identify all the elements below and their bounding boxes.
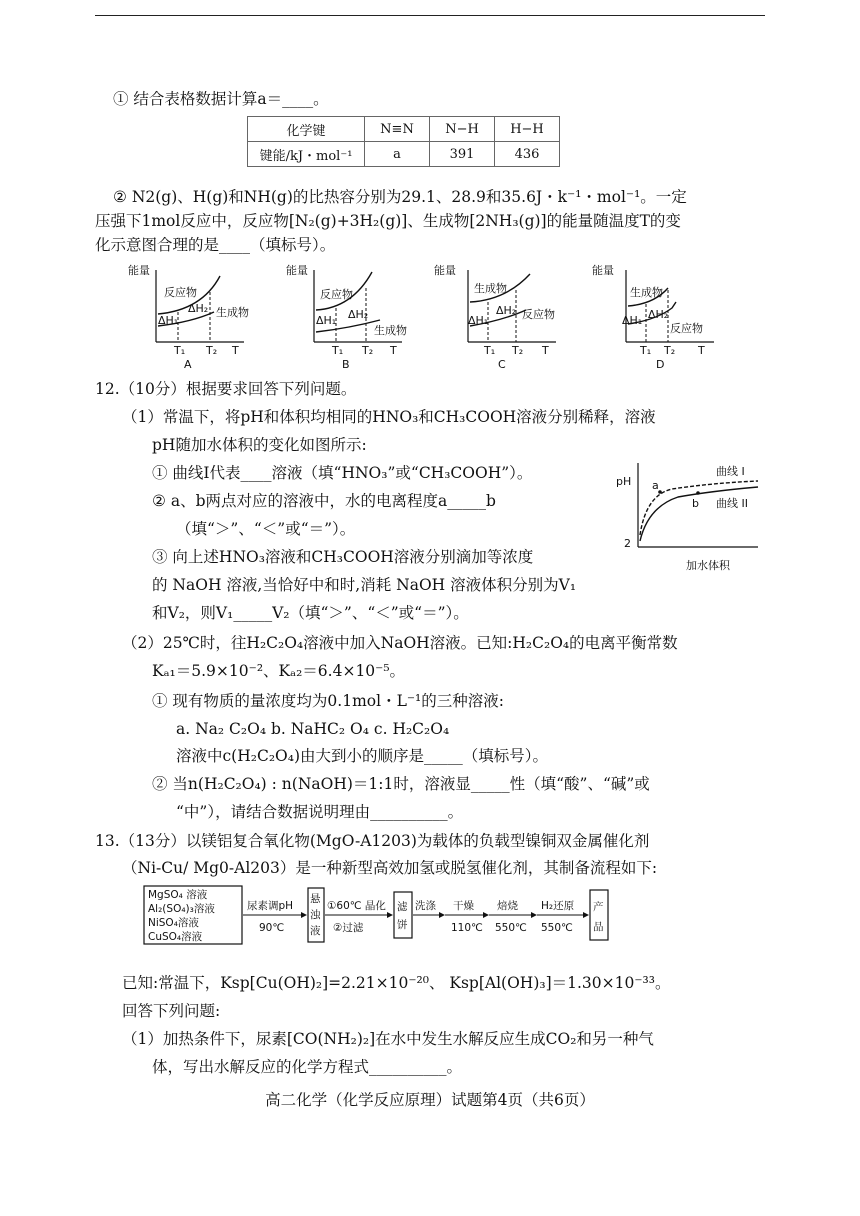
table-header-cell: H−H	[495, 117, 560, 142]
diagram-bottom-label: 生成物	[216, 306, 249, 319]
curve-2-line	[640, 487, 758, 541]
q13-s1-line2: 体，写出水解反应的化学方程式__________。	[152, 1058, 463, 1076]
q12-s1-part-b1: ② a、b两点对应的溶液中，水的电离程度a_____b	[152, 492, 496, 510]
chart-ytick: 2	[624, 537, 631, 550]
axis-y-label: 能量	[286, 264, 308, 277]
flow-step-label: 90℃	[259, 922, 285, 934]
dh1-label: ΔH₁	[316, 314, 337, 327]
q12-s1-line2: pH随加水体积的变化如图所示:	[152, 436, 367, 454]
table-cell: 键能/kJ・mol⁻¹	[248, 142, 365, 167]
t2-label: T₂	[664, 344, 676, 357]
q12-s2-part-b2: “中”），请结合数据说明理由__________。	[176, 803, 464, 821]
energy-diagram-a	[122, 262, 262, 374]
table-header-cell: N−H	[430, 117, 495, 142]
point-b-label: b	[692, 497, 699, 510]
flow-step-label: ②过滤	[333, 922, 364, 934]
t1-label: T₁	[640, 344, 652, 357]
dh2-label: ΔH₂	[348, 308, 369, 321]
table-header-cell: 化学键	[248, 117, 365, 142]
q12-s2-options: a. Na₂ C₂O₄ b. NaHC₂ O₄ c. H₂C₂O₄	[176, 720, 450, 738]
flow-box-text: 悬	[310, 893, 321, 905]
q13-heading-line2: （Ni-Cu/ Mg0-Al203）是一种新型高效加氢或脱氢催化剂，其制备流程如下:	[122, 859, 658, 877]
flow-box-text: 产	[593, 901, 604, 913]
axis-y-label: 能量	[592, 264, 614, 277]
axis-x-label: T	[698, 344, 705, 357]
dh2-label: ΔH₂	[496, 304, 517, 317]
dh2-label: ΔH₂	[648, 308, 669, 321]
q12-s1-line1: （1）常温下，将pH和体积均相同的HNO₃和CH₃COOH溶液分别稀释，溶液	[122, 408, 656, 426]
axis-y-label: 能量	[128, 264, 150, 277]
diagram-top-label: 生成物	[630, 286, 663, 299]
axis-x-label: T	[232, 344, 239, 357]
q12-s2-part-a2: 溶液中c(H₂C₂O₄)由大到小的顺序是_____（填标号）。	[176, 747, 549, 765]
curve-2-label: 曲线 II	[716, 497, 748, 510]
q12-s1-part-a: ① 曲线I代表____溶液（填“HNO₃”或“CH₃COOH”）。	[152, 464, 533, 482]
axis-x-label: T	[542, 344, 549, 357]
diagram-top-label: 反应物	[320, 288, 353, 301]
page-footer: 高二化学（化学反应原理）试题第4页（共6页）	[265, 1091, 595, 1109]
t1-label: T₁	[174, 344, 186, 357]
t2-label: T₂	[362, 344, 374, 357]
flow-step-label: 550℃	[541, 922, 573, 934]
flow-box-text: 浊	[310, 909, 321, 921]
diagram-bottom-label: 反应物	[670, 322, 703, 335]
diagram-top-label: 生成物	[474, 282, 507, 295]
flow-step-label: 洗涤	[415, 900, 436, 912]
t2-label: T₂	[206, 344, 218, 357]
q11-part1: ① 结合表格数据计算a＝____。	[113, 90, 329, 108]
diagram-label: B	[342, 358, 350, 371]
q13-heading-line1: 13.（13分）以镁铝复合氧化物(MgO-A1203)为载体的负载型镍铜双金属催化剂	[95, 832, 650, 850]
header-rule	[95, 15, 765, 16]
flow-step-label: 干燥	[453, 900, 474, 912]
table-cell: 436	[495, 142, 560, 167]
dh1-label: ΔH₁	[158, 314, 179, 327]
energy-diagram-d	[592, 262, 732, 374]
dh2-label: ΔH₂	[188, 302, 209, 315]
q12-s1-part-c2: 的 NaOH 溶液,当恰好中和时,消耗 NaOH 溶液体积分别为V₁	[152, 576, 577, 594]
chart-xlabel: 加水体积	[686, 559, 730, 572]
diagram-label: D	[656, 358, 665, 371]
table-header-cell: N≡N	[365, 117, 430, 142]
q13-answer-intro: 回答下列问题:	[122, 1002, 221, 1020]
q12-s1-part-c1: ③ 向上述HNO₃溶液和CH₃COOH溶液分别滴加等浓度	[152, 548, 534, 566]
flow-step-label: H₂还原	[541, 900, 575, 912]
q11-part2-line3: 化示意图合理的是____（填标号）。	[95, 236, 336, 254]
flow-input: NiSO₄溶液	[148, 917, 199, 929]
flow-box-text: 饼	[397, 919, 408, 931]
flow-input: MgSO₄ 溶液	[148, 889, 208, 901]
diagram-label: A	[184, 358, 192, 371]
q12-s2-line2: Kₐ₁＝5.9×10⁻²、Kₐ₂＝6.4×10⁻⁵。	[152, 662, 406, 680]
curve-1-label: 曲线 I	[716, 465, 745, 478]
q12-s1-part-b2: （填“＞”、“＜”或“＝”）。	[176, 520, 356, 538]
flow-box-text: 液	[310, 925, 321, 937]
flow-step-label: 110℃	[451, 922, 483, 934]
flow-box-text: 滤	[397, 901, 408, 913]
ph-dilution-chart	[612, 455, 762, 575]
diagram-top-label: 反应物	[164, 286, 197, 299]
diagram-bottom-label: 生成物	[374, 324, 407, 337]
q12-s2-part-b1: ② 当n(H₂C₂O₄) : n(NaOH)＝1:1时，溶液显_____性（填“酸”、“碱”或	[152, 775, 650, 793]
t1-label: T₁	[332, 344, 344, 357]
flow-input: CuSO₄溶液	[148, 931, 203, 943]
point-a-label: a	[652, 479, 659, 492]
chart-ylabel: pH	[616, 475, 632, 488]
flow-step-label: ①60℃ 晶化	[327, 900, 386, 912]
flow-step-label: 550℃	[495, 922, 527, 934]
axis-x-label: T	[390, 344, 397, 357]
flow-input: Al₂(SO₄)₃溶液	[148, 903, 215, 915]
q12-s2-part-a: ① 现有物质的量浓度均为0.1mol・L⁻¹的三种溶液:	[152, 692, 504, 710]
q11-part2-line2: 压强下1mol反应中，反应物[N₂(g)+3H₂(g)]、生成物[2NH₃(g)]的能量随温度T的变	[95, 212, 681, 230]
flow-box-text: 品	[593, 921, 604, 933]
axis-y-label: 能量	[434, 264, 456, 277]
bond-energy-table	[247, 116, 560, 167]
t1-label: T₁	[484, 344, 496, 357]
q11-part2-line1: ② N2(g)、H(g)和NH(g)的比热容分别为29.1、28.9和35.6J・k⁻¹・mol⁻¹。一定	[113, 188, 687, 206]
q12-s2-line1: （2）25℃时，往H₂C₂O₄溶液中加入NaOH溶液。已知:H₂C₂O₄的电离平衡常数	[122, 634, 678, 652]
q13-s1-line1: （1）加热条件下，尿素[CO(NH₂)₂]在水中发生水解反应生成CO₂和另一种气	[122, 1030, 654, 1048]
energy-diagram-b	[280, 262, 420, 374]
flow-step-label: 焙烧	[497, 900, 518, 912]
diagram-label: C	[498, 358, 506, 371]
q12-heading: 12.（10分）根据要求回答下列问题。	[95, 380, 357, 398]
dh1-label: ΔH₁	[622, 314, 643, 327]
diagram-bottom-label: 反应物	[522, 308, 555, 321]
dh1-label: ΔH₁	[468, 314, 489, 327]
t2-label: T₂	[512, 344, 524, 357]
preparation-flowchart	[143, 884, 613, 946]
table-cell: a	[365, 142, 430, 167]
flow-step-label: 尿素调pH	[247, 900, 294, 912]
table-cell: 391	[430, 142, 495, 167]
q13-known: 已知:常温下，Ksp[Cu(OH)₂]=2.21×10⁻²⁰、 Ksp[Al(OH)₃]＝1.30×10⁻³³。	[122, 974, 671, 992]
q12-s1-part-c3: 和V₂，则V₁_____V₂（填“＞”、“＜”或“＝”）。	[152, 604, 469, 622]
energy-diagram-c	[434, 262, 574, 374]
